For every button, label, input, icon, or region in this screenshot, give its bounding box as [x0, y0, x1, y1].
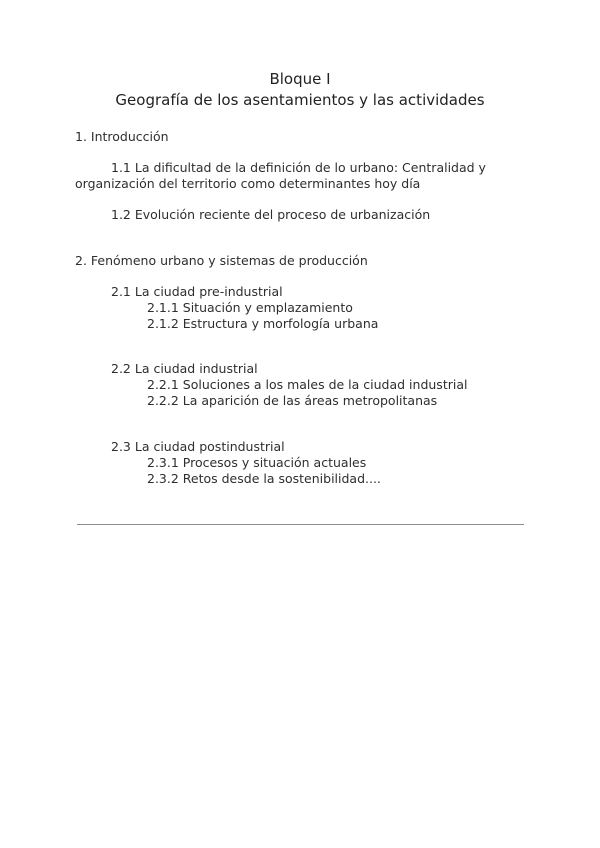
outline-item-2-2-1: 2.2.1 Soluciones a los males de la ciudad industrial — [147, 377, 468, 392]
section-heading-fenomeno-urbano: 2. Fenómeno urbano y sistemas de producción — [75, 253, 368, 268]
outline-item-1-1: 1.1 La dificultad de la definición de lo urbano: Centralidad y — [111, 160, 486, 175]
outline-item-2-2-2: 2.2.2 La aparición de las áreas metropolitanas — [147, 393, 438, 408]
outline-item-2-1-2: 2.1.2 Estructura y morfología urbana — [147, 316, 379, 331]
outline-item-2-3-1: 2.3.1 Procesos y situación actuales — [147, 455, 367, 470]
outline-item-2-1-1: 2.1.1 Situación y emplazamiento — [147, 300, 353, 315]
outline-item-2-3-2: 2.3.2 Retos desde la sostenibilidad.... — [147, 471, 381, 486]
horizontal-divider — [77, 524, 524, 525]
block-title: Bloque I — [269, 70, 331, 88]
subsection-heading-2-2: 2.2 La ciudad industrial — [111, 361, 258, 376]
subsection-heading-2-1: 2.1 La ciudad pre-industrial — [111, 284, 283, 299]
outline-item-1-2: 1.2 Evolución reciente del proceso de urbanización — [111, 207, 431, 222]
outline-item-1-1-continued: organización del territorio como determinantes hoy día — [75, 176, 421, 191]
page-title: Geografía de los asentamientos y las actividades — [115, 91, 485, 109]
section-heading-introduccion: 1. Introducción — [75, 129, 169, 144]
subsection-heading-2-3: 2.3 La ciudad postindustrial — [111, 439, 285, 454]
